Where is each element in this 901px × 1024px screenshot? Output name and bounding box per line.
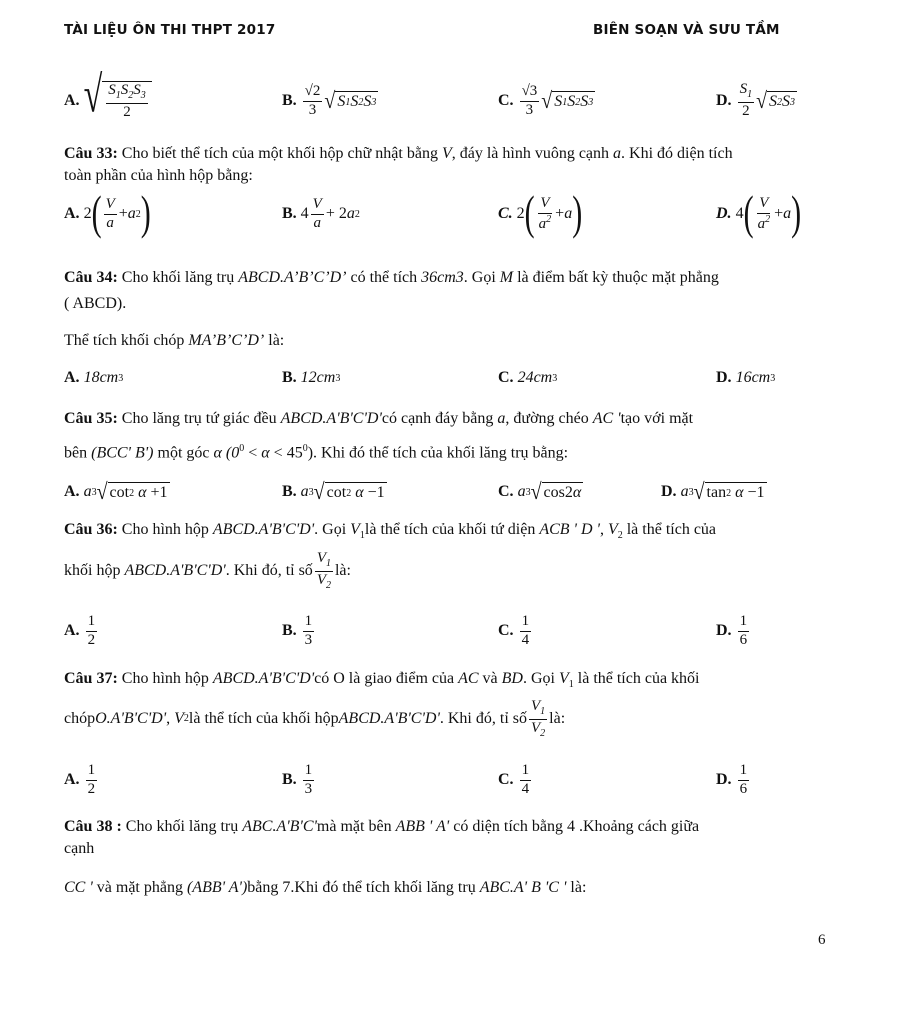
q33-option-c: C. 2 ( $\frac{V}{a^2}$ + a ) <box>498 186 583 240</box>
var: ABC.A'B'C' <box>242 818 317 835</box>
q36-text: Câu 36: Cho hình hộp ABCD.A'B'C'D'. Gọi $V_1là$ thể tích của khối tứ diện ACB ' D ', $V_2$ là thể tích của <box>64 521 717 542</box>
option-label: D. <box>716 92 732 109</box>
question-number: Câu 36: <box>64 521 118 538</box>
q37-text: Câu 37: Cho hình hộp ABCD.A'B'C'D'có O là giao điểm của AC và BD. Gọi $V_1$ là thể tích của khối <box>64 670 700 691</box>
q32-option-c: C. $\frac{√3}{3}$ √ S 1 S 2 S 3 <box>498 82 594 118</box>
option-label: A. <box>64 92 80 109</box>
var: CC ' <box>64 879 93 896</box>
q34-text <box>64 265 837 317</box>
text: có O là giao điểm của <box>314 670 459 687</box>
text: Cho khối lăng trụ <box>121 818 243 835</box>
option-label: B. <box>282 205 297 222</box>
q33-options <box>64 186 837 240</box>
text: khối hộp <box>64 562 121 579</box>
header-right: BIÊN SOẠN VÀ SƯU TẦM <box>593 22 780 38</box>
text: , đường chéo <box>505 410 593 427</box>
q36-option-a: A. $\frac{1}{2}$ <box>64 612 96 648</box>
q34-option-b: B. 12cm 3 <box>282 369 341 386</box>
var: 36cm3 <box>421 269 464 286</box>
question-number: Câu 34: <box>64 269 118 286</box>
var: ABCD.A'B'C'D' <box>124 562 226 579</box>
option-label: C. <box>498 205 513 222</box>
option-label: B. <box>282 622 297 639</box>
option-value: 24cm <box>517 369 553 386</box>
text: . Gọi <box>463 269 500 286</box>
q37-option-b: B. $\frac{1}{3}$ <box>282 761 313 797</box>
text: có cạnh đáy bằng <box>381 410 498 427</box>
denominator: 3 <box>304 780 313 797</box>
text: ). Khi đó thể tích của khối lăng trụ bằng: <box>307 444 569 462</box>
var: ABCD.A'B'C'D' <box>280 410 382 427</box>
q37-text-2: chóp O.A'B'C'D' , V 2 là thể tích của khối hộp ABCD.A'B'C'D' . Khi đó, tỉ số $\frac{V_1}{V_2}$ là: <box>64 698 566 739</box>
option-label: C. <box>498 92 514 109</box>
denominator: 4 <box>521 780 530 797</box>
text: Cho hình hộp <box>117 521 213 538</box>
q34-option-c: C. 24cm 3 <box>498 369 558 386</box>
denominator: 2 <box>87 631 96 648</box>
text: Cho lăng trụ tứ giác đều <box>117 410 281 427</box>
denominator: 4 <box>521 631 530 648</box>
text: là: <box>566 879 587 896</box>
q35-option-d: D. a 3 √ tan 2 α −1 <box>661 479 765 505</box>
text: là thể tích của <box>622 521 717 538</box>
var: V <box>441 145 452 162</box>
option-label: A. <box>64 483 80 500</box>
text: , đáy là hình vuông cạnh <box>451 145 614 162</box>
option-value: 16cm <box>735 369 771 386</box>
option-label: D. <box>661 483 677 500</box>
var: MA’B’C’D’ <box>188 332 265 349</box>
text: . Gọi <box>314 521 351 538</box>
text: là thể tích của khối hộp <box>188 710 339 727</box>
q36-option-c: C. $\frac{1}{4}$ <box>498 612 530 648</box>
sqrt-expr: √ $\frac{S_1S_2S_3}{2}$ <box>84 81 152 120</box>
option-label: D. <box>716 369 732 386</box>
text: toàn phần của hình hộp bằng: <box>64 167 253 184</box>
option-label: B. <box>282 369 297 386</box>
text: Cho khối lăng trụ <box>117 269 239 286</box>
q32-option-a <box>64 68 152 125</box>
var: ABCD.A'B'C'D' <box>212 521 315 538</box>
denominator: 3 <box>304 631 313 648</box>
text: có thể tích <box>346 269 422 286</box>
q34-option-d: D. 16cm 3 <box>716 369 776 386</box>
option-label: C. <box>498 622 514 639</box>
text: là: <box>334 562 351 579</box>
option-label: A. <box>64 622 80 639</box>
option-label: C. <box>498 483 514 500</box>
var: M <box>499 269 514 286</box>
option-label: D. <box>716 771 732 788</box>
text: là: <box>264 332 285 349</box>
text: . Khi đó diện tích <box>621 145 733 162</box>
option-value: 12cm <box>300 369 336 386</box>
var: α (0 <box>213 444 240 462</box>
q37-options <box>64 758 837 802</box>
q33-option-a: A. 2 ( $\frac{V}{a}$ + a 2 ) <box>64 186 151 240</box>
text: một góc <box>153 444 214 462</box>
q34-option-a: A. 18cm 3 <box>64 369 124 386</box>
q33-option-b: B. 4 $\frac{V}{a}$ + 2 a 2 <box>282 195 360 231</box>
var: V <box>350 521 360 538</box>
q34-ask <box>64 330 837 352</box>
var: ABC.A' B 'C ' <box>479 879 567 896</box>
option-value: 18cm <box>83 369 119 386</box>
var: AC ' <box>592 410 621 427</box>
q35-text: Câu 35: Cho lăng trụ tứ giác đều ABCD.A'B'C'D'có cạnh đáy bằng a, đường chéo AC 'tạo với mặt bên (BCC' B') một góc α $(0^0 < \alpha < 45^0)$. Khi đó thể tích của khối lăng trụ bằng: <box>64 410 694 462</box>
var: (ABB' A') <box>186 879 248 896</box>
text: . Khi đó, tỉ số <box>225 562 313 579</box>
var: ACB ' D ' <box>539 521 600 538</box>
q37-option-d: D. $\frac{1}{6}$ <box>716 761 748 797</box>
text: là thể tích của khối tứ diện <box>364 521 540 538</box>
var: ABCD.A’B’C’D’ <box>238 269 347 286</box>
q34-options <box>64 358 837 398</box>
q36-options <box>64 608 837 654</box>
q38-text-2 <box>64 877 837 899</box>
q35-option-a: A. a 3 √ cot 2 α +1 <box>64 479 168 505</box>
header-left: TÀI LIỆU ÔN THI THPT 2017 <box>64 22 276 38</box>
question-number: Câu 38 : <box>64 818 122 835</box>
q35-option-b: B. a 3 √ cot 2 α −1 <box>282 479 385 505</box>
var: a <box>497 410 506 427</box>
text: mà mặt bên <box>316 818 396 835</box>
var: V <box>607 521 618 538</box>
q35-options <box>64 472 837 512</box>
q38-text <box>64 816 837 860</box>
text: là thể tích của khối <box>573 670 700 687</box>
text: Cho biết thể tích của một khối hộp chữ nhật bằng <box>117 145 442 162</box>
var: ABCD.A'B'C'D' <box>212 670 315 687</box>
text: . Khi đó, tỉ số <box>439 710 527 727</box>
text: bằng 7.Khi đó thể tích khối lăng trụ <box>247 879 480 896</box>
q36-text-2: khối hộp ABCD.A'B'C'D' . Khi đó, tỉ số $\frac{V_1}{V_2}$ là: <box>64 550 351 591</box>
option-label: D. <box>716 205 732 222</box>
q37-option-c: C. $\frac{1}{4}$ <box>498 761 530 797</box>
option-label: A. <box>64 369 80 386</box>
text: là điểm bất kỳ thuộc mặt phẳng <box>513 269 719 286</box>
option-label: C. <box>498 771 514 788</box>
question-number: Câu 35: <box>64 410 118 427</box>
var: ABCD.A'B'C'D' <box>338 710 440 727</box>
text: ( ABCD). <box>64 295 127 312</box>
option-label: C. <box>498 369 514 386</box>
var: ABB ' A' <box>395 818 450 835</box>
q32-option-b: B. $\frac{√2}{3}$ √ S 1 S 2 S 3 <box>282 82 377 118</box>
question-number: Câu 33: <box>64 145 118 162</box>
text: cạnh <box>64 840 95 857</box>
denominator: 2 <box>87 780 96 797</box>
q32-option-d: D. $\frac{S_1}{2}$ √ S 2 S 3 <box>716 81 796 119</box>
q33-text <box>64 143 837 187</box>
text: là: <box>549 710 566 727</box>
q36-option-b: B. $\frac{1}{3}$ <box>282 612 313 648</box>
text: Cho hình hộp <box>117 670 213 687</box>
text: chóp <box>64 710 96 727</box>
denominator: 6 <box>739 780 748 797</box>
q32-options <box>64 68 837 125</box>
text: và mặt phẳng <box>92 879 187 896</box>
text: Thể tích khối chóp <box>64 332 189 349</box>
var: AC <box>458 670 479 687</box>
q36-option-d: D. $\frac{1}{6}$ <box>716 612 748 648</box>
var: a <box>613 145 622 162</box>
text: có diện tích bằng 4 .Khoảng cách giữa <box>449 818 700 835</box>
question-number: Câu 37: <box>64 670 118 687</box>
var: (BCC' B') <box>91 444 154 462</box>
text: và <box>478 670 502 687</box>
option-label: B. <box>282 92 297 109</box>
var: BD <box>501 670 523 687</box>
text: . Gọi <box>522 670 559 687</box>
var: O.A'B'C'D' <box>95 710 167 727</box>
option-label: B. <box>282 483 297 500</box>
option-label: D. <box>716 622 732 639</box>
q35-option-c: C. a 3 √ cos2 α <box>498 479 582 505</box>
text: bên <box>64 444 92 462</box>
q37-option-a: A. $\frac{1}{2}$ <box>64 761 96 797</box>
text: , <box>599 521 608 538</box>
option-label: B. <box>282 771 297 788</box>
text: tạo với mặt <box>620 410 694 427</box>
page-number: 6 <box>818 932 826 948</box>
option-label: A. <box>64 771 80 788</box>
option-label: A. <box>64 205 80 222</box>
denominator: 6 <box>739 631 748 648</box>
q33-option-d: D. 4 ( $\frac{V}{a^2}$ + a ) <box>716 186 802 240</box>
